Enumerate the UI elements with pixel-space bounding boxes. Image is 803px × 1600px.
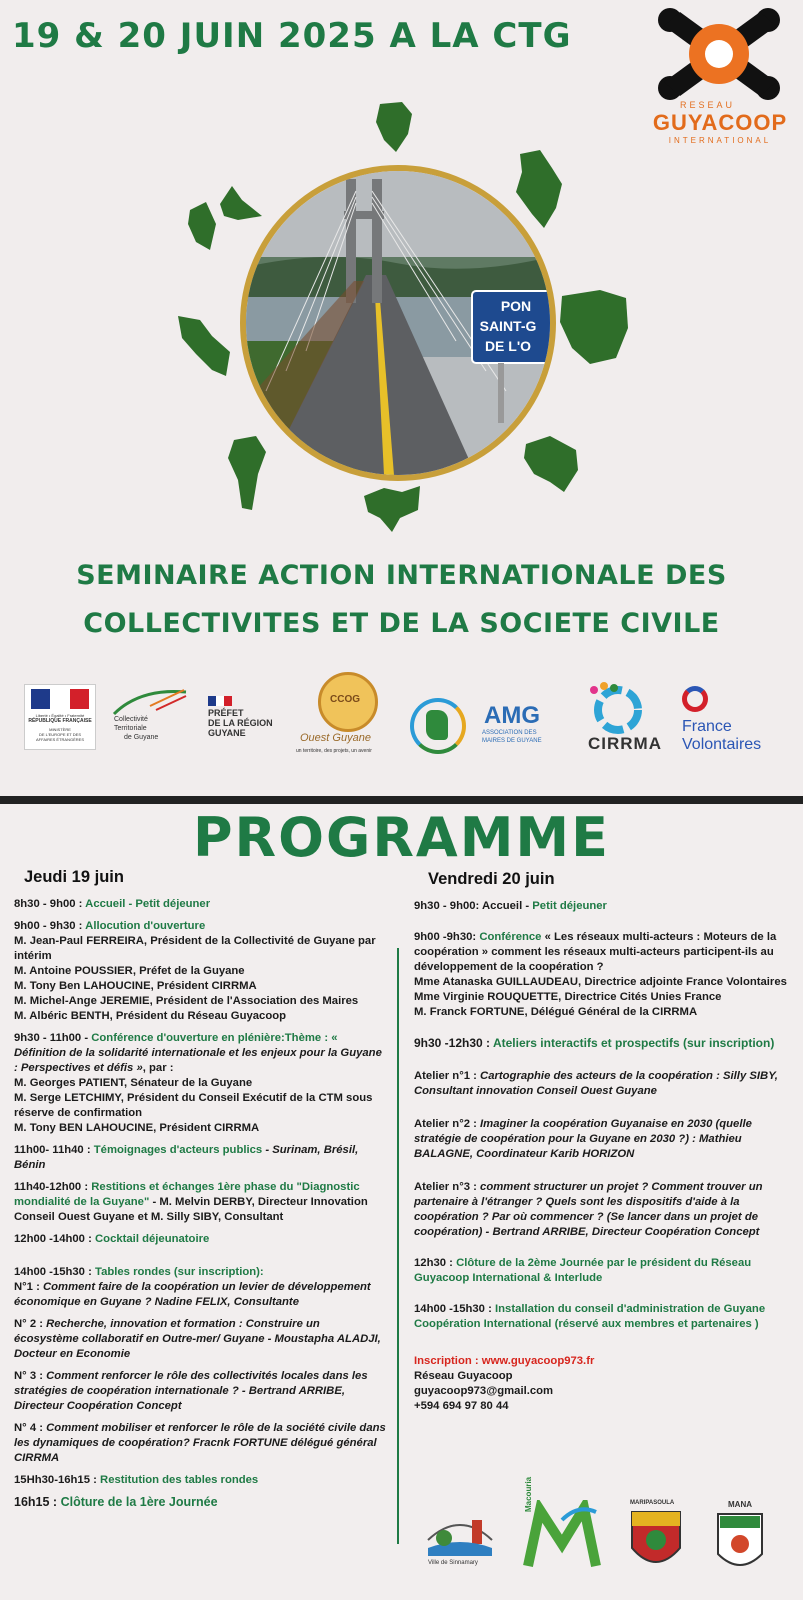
- seminar-title-line-2: COLLECTIVITES ET DE LA SOCIETE CIVILE: [83, 608, 720, 639]
- amg-line-2: MAIRES DE GUYANE: [482, 738, 542, 744]
- day1-opening: 9h00 - 9h30 : Allocution d'ouverture M. Jean-Paul FERREIRA, Président de la Collectivité de Guyane par intérim M. Antoine POUSSIER, Préfet de la Guyane M. Tony Ben LAHOUCINE, Président CIRRMA M. Michel-Ange JEREMIE, Président de l'Association des Maires M. Albéric BENTH, Président du Réseau Guyacoop: [14, 919, 386, 1024]
- day2-closing: 12h30 : Clôture de la 2ème Journée par le président du Réseau Guyacoop International & Interlude: [414, 1257, 752, 1284]
- registration-contact: [414, 1354, 794, 1414]
- round-table-4: N° 4 : Comment mobiliser et renforcer le rôle de la société civile dans les dynamiques de coopération? Fracnk FORTUNE délégué général CIRRMA: [14, 1422, 386, 1464]
- event-date: 19 & 20 JUIN 2025 A LA CTG: [12, 16, 572, 56]
- speaker-line: Mme Atanaska GUILLAUDEAU, Directrice adjointe France Volontaires: [414, 976, 787, 988]
- registration-link[interactable]: Inscription : www.guyacoop973.fr: [414, 1355, 595, 1367]
- speaker-line: M. Michel-Ange JEREMIE, Président de l'Association des Maires: [14, 995, 359, 1007]
- speaker-line: Mme Virginie ROUQUETTE, Directrice Cités Unies France: [414, 991, 722, 1003]
- territory-shape-island: [226, 434, 270, 514]
- logo-international-text: INTERNATIONAL: [668, 136, 772, 145]
- rf-motto: Liberté • Égalité • Fraternité: [35, 713, 85, 718]
- event-poster-header: [0, 0, 803, 796]
- workshop-2: Atelier n°2 : Imaginer la coopération Guyanaise en 2030 (quelle stratégie de coopération pour la Guyane en 2030 ?) : Mathieu BALAGNE, Coordinateur Karib HORIZON: [414, 1118, 752, 1160]
- day1-closing: 16h15 : Clôture de la 1ère Journée: [14, 1495, 218, 1509]
- territory-shape-martinique: [172, 312, 238, 382]
- speaker-line: M. Jean-Paul FERREIRA, Président de la Collectivité de Guyane par intérim: [14, 935, 376, 962]
- territory-shape-venezuela: [362, 484, 422, 534]
- macouria-logo: [522, 1476, 604, 1580]
- logo-name-text: GUYACOOP: [652, 110, 788, 135]
- column-divider: [397, 948, 399, 1544]
- sinnamary-logo: [424, 1500, 496, 1580]
- prefet-line-1: PRÉFET: [208, 708, 244, 718]
- partner-logos: [0, 688, 803, 778]
- rf-ministry-1: MINISTÈRE: [49, 727, 71, 732]
- cirrma-name: CIRRMA: [588, 734, 662, 753]
- bridge-image: [246, 171, 550, 475]
- day2-workshops: 9h30 -12h30 : Ateliers interactifs et prospectifs (sur inscription): [414, 1036, 775, 1050]
- cirrma-logo: [582, 682, 672, 762]
- round-table-1: N°1 : Comment faire de la coopération un levier de développement économique en Guyane ? Nadine FELIX, Consultante: [14, 1281, 371, 1308]
- sinnamary-name: Ville de Sinnamary: [428, 1560, 478, 1566]
- round-table-3: N° 3 : Comment renforcer le rôle des collectivités locales dans les stratégies de coopération internationale ? - Bertrand ARRIBE, Directeur Coopération Concept: [14, 1370, 368, 1412]
- prefet-logo: [208, 696, 288, 756]
- guyacoop-x-icon: [640, 8, 800, 100]
- day1-conference: 9h30 - 11h00 - Conférence d'ouverture en plénière:Thème : « Définition de la solidarité internationale et les enjeux pour la Guyane : Perspectives et défis », par : M. Georges PATIENT, Sénateur de la Guyane M. Serge LETCHIMY, Président du Conseil Exécutif de la CTM sous réserve de confirmation M. Tony BEN LAHOUCINE, Président CIRRMA: [14, 1031, 386, 1136]
- section-divider: [0, 796, 803, 804]
- ccog-name: Ouest Guyane: [300, 732, 371, 744]
- fv-line-1: France: [682, 718, 732, 735]
- day1-welcome: 8h30 - 9h00 : Accueil - Petit déjeuner: [14, 898, 211, 910]
- day2-board-installation: 14h00 -15h30 : Installation du conseil d'administration de Guyane Coopération International (réservé aux membres et partenaires ): [414, 1303, 766, 1330]
- day1-cocktail: 12h00 -14h00 : Cocktail déjeunatoire: [14, 1233, 210, 1245]
- territory-shape-suriname: [556, 288, 632, 368]
- day-1-column: [14, 870, 386, 1517]
- ctg-swoosh-icon: [110, 686, 190, 716]
- ccog-slogan: un territoire, des projets, un avenir: [296, 748, 372, 754]
- speaker-line: M. Franck FORTUNE, Délégué Général de la CIRRMA: [414, 1006, 698, 1018]
- macouria-m-icon: [522, 1500, 604, 1570]
- republique-francaise-logo: [24, 684, 96, 750]
- mana-shield-icon: [712, 1510, 768, 1578]
- bridge-sign-text-1: PON: [500, 298, 532, 314]
- day1-tables-restitution: 15Hh30-16h15 : Restitution des tables rondes: [14, 1474, 259, 1486]
- speaker-line: M. Georges PATIENT, Sénateur de la Guyane: [14, 1077, 253, 1089]
- speaker-line: M. Serge LETCHIMY, Président du Conseil Exécutif de la CTM sous réserve de confirmation: [14, 1092, 373, 1119]
- seminar-title: [0, 552, 803, 648]
- fv-line-2: Volontaires: [682, 736, 762, 753]
- contact-org: Réseau Guyacoop: [414, 1370, 513, 1382]
- contact-phone: +594 694 97 80 44: [414, 1400, 509, 1412]
- speaker-line: M. Tony BEN LAHOUCINE, Président CIRRMA: [14, 1122, 260, 1134]
- amg-logo: [410, 698, 560, 758]
- sinnamary-emblem-icon: [424, 1500, 496, 1560]
- territory-shape-guyane-2: [510, 148, 566, 230]
- day-1-title: Jeudi 19 juin: [24, 868, 124, 886]
- maripasoula-shield-icon: [628, 1508, 684, 1578]
- rf-name: RÉPUBLIQUE FRANÇAISE: [28, 718, 92, 724]
- maripasoula-logo: [628, 1500, 688, 1580]
- amg-name: AMG: [484, 702, 540, 729]
- day1-round-tables: 14h00 -15h30 : Tables rondes (sur inscription):: [14, 1266, 264, 1278]
- programme-title: PROGRAMME: [192, 806, 611, 869]
- rf-ministry-2: DE L'EUROPE ET DES: [38, 732, 82, 737]
- bridge-sign-text-2: SAINT-G: [479, 318, 537, 334]
- day-2-column: [414, 872, 794, 1414]
- ccog-logo: [296, 668, 396, 768]
- day-2-title: Vendredi 20 juin: [428, 870, 555, 888]
- mana-name: MANA: [728, 1500, 752, 1509]
- seminar-title-line-1: SEMINAIRE ACTION INTERNATIONALE DES: [76, 560, 727, 591]
- speaker-line: M. Antoine POUSSIER, Préfet de la Guyane: [14, 965, 245, 977]
- prefet-line-3: GUYANE: [208, 728, 246, 738]
- speaker-line: M. Albéric BENTH, Président du Réseau Guyacoop: [14, 1010, 287, 1022]
- ccog-text: CCOG: [330, 694, 360, 705]
- day2-welcome: 9h30 - 9h00: Accueil - Petit déjeuner: [414, 900, 607, 912]
- ctg-line-3: de Guyane: [124, 734, 159, 741]
- ctg-logo: [110, 686, 190, 756]
- territory-shape-guadeloupe: [186, 180, 268, 252]
- contact-email[interactable]: guyacoop973@gmail.com: [414, 1385, 554, 1397]
- logo-reseau-text: RESEAU: [680, 100, 736, 110]
- rf-ministry-3: AFFAIRES ÉTRANGÈRES: [35, 737, 84, 742]
- france-volontaires-logo: [678, 684, 788, 764]
- ctg-line-2: Territoriale: [114, 725, 147, 732]
- ctg-line-1: Collectivité: [114, 716, 148, 723]
- day1-testimonies: 11h00- 11h40 : Témoignages d'acteurs publics - Surinam, Brésil, Bénin: [14, 1144, 359, 1171]
- workshop-1: Atelier n°1 : Cartographie des acteurs de la coopération : Silly SIBY, Consultant innovation Conseil Ouest Guyane: [414, 1070, 778, 1097]
- prefet-line-2: DE LA RÉGION: [208, 718, 273, 728]
- bridge-sign-text-3: DE L'O: [484, 338, 532, 354]
- guyacoop-logo: [640, 8, 800, 148]
- speaker-line: M. Tony Ben LAHOUCINE, Président CIRRMA: [14, 980, 257, 992]
- day1-restitution: 11h40-12h00 : Restitions et échanges 1ère phase du "Diagnostic mondialité de la Guyane" - M. Melvin DERBY, Directeur Innovation Conseil Ouest Guyane et M. Silly SIBY, Consultant: [14, 1181, 368, 1223]
- maripasoula-name: MARIPASOULA: [630, 1500, 675, 1506]
- amg-line-1: ASSOCIATION DES: [482, 730, 537, 736]
- day2-conference: 9h00 -9h30: Conférence « Les réseaux multi-acteurs : Moteurs de la coopération » comment les réseaux multi-acteurs participent-ils au développement de la coopération ? Mme Atanaska GUILLAUDEAU, Directrice adjointe France Volontaires Mme Virginie ROUQUETTE, Directrice Cités Unies France M. Franck FORTUNE, Délégué Général de la CIRRMA: [414, 930, 794, 1020]
- macouria-name: Macouria: [524, 1476, 533, 1512]
- bridge-photo: [240, 165, 556, 481]
- round-table-2: N° 2 : Recherche, innovation et formation : Construire un écosystème collaboratif en Outre-mer/ Guyane - Moustapha ALADJI, Docteur en Economie: [14, 1318, 381, 1360]
- cirrma-circle-icon: [582, 682, 652, 734]
- mana-logo: [712, 1500, 772, 1580]
- workshop-3: Atelier n°3 : comment structurer un projet ? Comment trouver un partenaire à l'étranger ? Quels sont les dispositifs d'aide à la coopération ? Par où commencer ? (Se lancer dans un projet de coopération) - Bertrand ARRIBE, Directeur Coopération Concept: [414, 1181, 763, 1238]
- territory-shape-brazil: [520, 434, 582, 494]
- territory-shape-guyane: [372, 100, 416, 154]
